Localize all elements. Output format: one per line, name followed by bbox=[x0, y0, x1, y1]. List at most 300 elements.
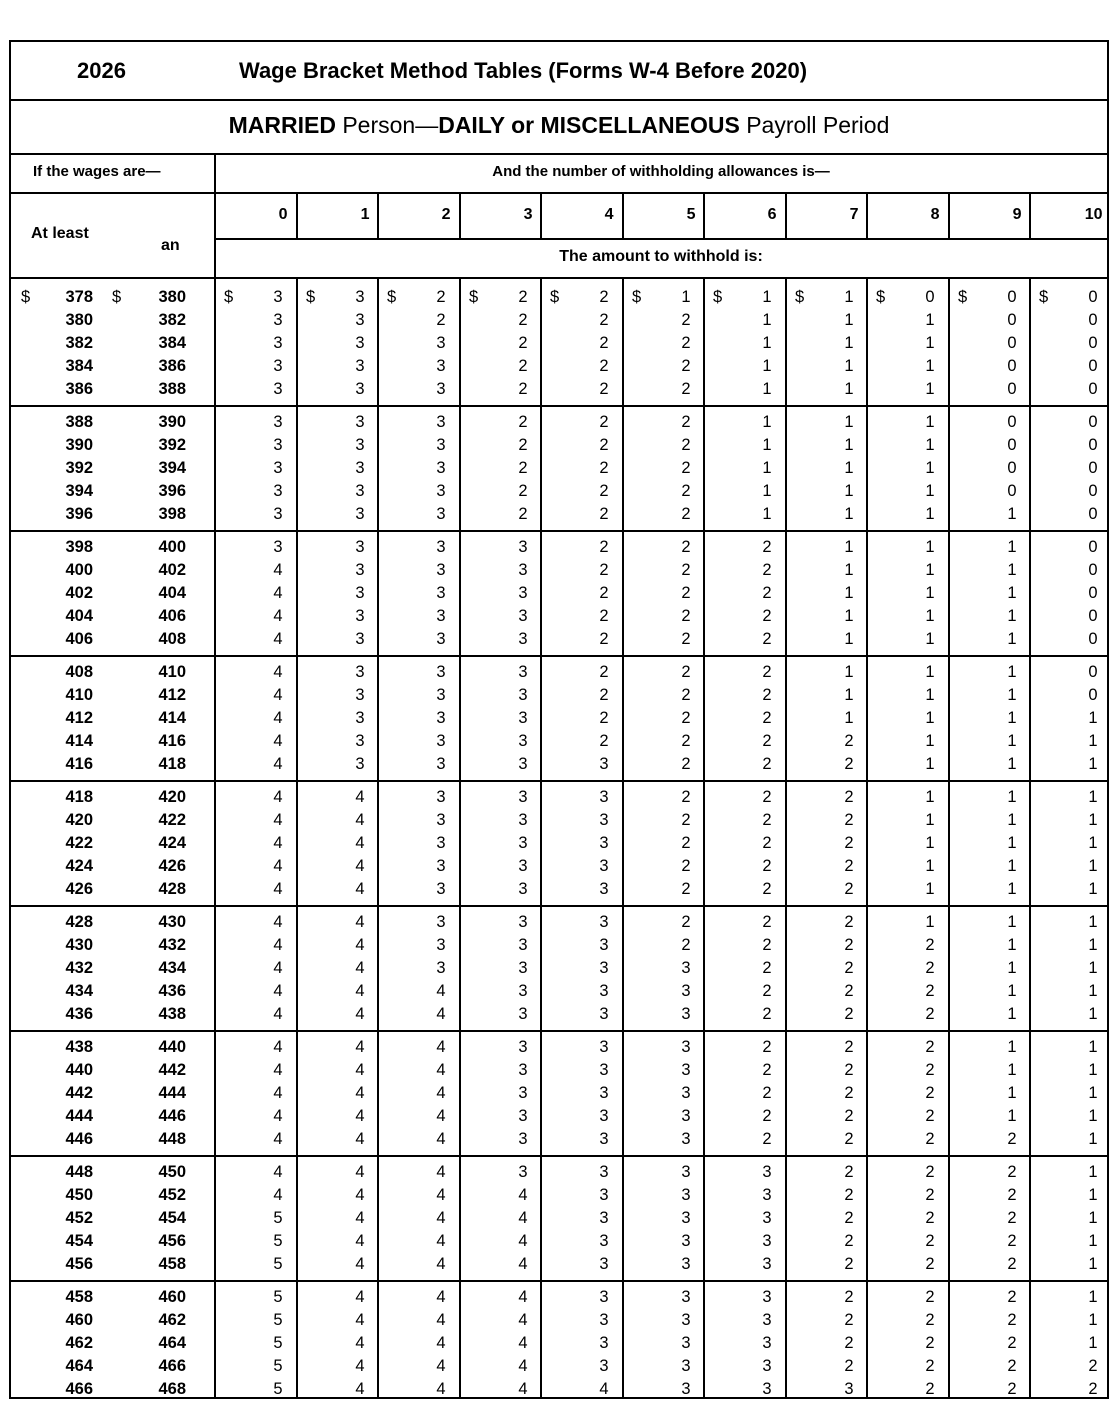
withholding-amount: 2 bbox=[681, 811, 691, 830]
withholding-amount: 3 bbox=[436, 482, 446, 501]
withholding-amount: 2 bbox=[844, 857, 854, 876]
withholding-amount: 2 bbox=[681, 505, 691, 524]
withholding-amount: 2 bbox=[925, 1288, 935, 1306]
withholding-amount: 2 bbox=[844, 1163, 854, 1181]
withholding-amount: 1 bbox=[925, 482, 935, 501]
withholding-amount: 4 bbox=[436, 1255, 446, 1274]
withholding-amount: 2 bbox=[518, 459, 528, 478]
withholding-amount: 4 bbox=[518, 1255, 528, 1274]
withholding-amount: 1 bbox=[1007, 1038, 1017, 1056]
divider bbox=[11, 1155, 1107, 1157]
wage-less-than: 444 bbox=[158, 1084, 186, 1103]
withholding-amount: 2 bbox=[599, 607, 609, 626]
table-row bbox=[11, 561, 1107, 584]
withholding-amount: 3 bbox=[518, 561, 528, 580]
withholding-amount: 2 bbox=[844, 1209, 854, 1228]
dollar-sign: $ bbox=[795, 288, 805, 306]
withholding-amount: 3 bbox=[599, 1311, 609, 1330]
withholding-amount: 1 bbox=[925, 607, 935, 626]
filing-status: MARRIED bbox=[228, 112, 336, 138]
wage-at-least: 396 bbox=[65, 505, 93, 524]
wage-less-than: 466 bbox=[158, 1357, 186, 1376]
withholding-amount: 2 bbox=[844, 1232, 854, 1251]
withholding-amount: 2 bbox=[681, 357, 691, 376]
withholding-amount: 4 bbox=[518, 1380, 528, 1399]
withholding-amount: 4 bbox=[273, 1186, 283, 1205]
withholding-amount: 2 bbox=[599, 436, 609, 455]
withholding-amount: 2 bbox=[762, 1084, 772, 1103]
withholding-amount: 3 bbox=[518, 880, 528, 899]
withholding-amount: 3 bbox=[436, 584, 446, 603]
wage-at-least: 446 bbox=[65, 1130, 93, 1149]
withholding-amount: 2 bbox=[925, 1038, 935, 1056]
withholding-amount: 2 bbox=[599, 482, 609, 501]
withholding-amount: 4 bbox=[273, 755, 283, 774]
withholding-amount: 3 bbox=[518, 936, 528, 955]
wage-at-least: 466 bbox=[65, 1380, 93, 1399]
wage-at-least: 406 bbox=[65, 630, 93, 649]
withholding-amount: 4 bbox=[355, 1130, 365, 1149]
wage-at-least: 424 bbox=[65, 857, 93, 876]
wage-bracket-table bbox=[9, 40, 1109, 1399]
divider bbox=[11, 655, 1107, 657]
withholding-amount: 1 bbox=[844, 607, 854, 626]
divider bbox=[214, 238, 1107, 240]
wage-at-least: 460 bbox=[65, 1311, 93, 1330]
table-row bbox=[11, 1186, 1107, 1209]
wage-at-least: 426 bbox=[65, 880, 93, 899]
withholding-amount: 1 bbox=[844, 686, 854, 705]
withholding-amount: 0 bbox=[1088, 459, 1098, 478]
withholding-amount: 4 bbox=[273, 584, 283, 603]
divider bbox=[11, 530, 1107, 532]
wage-at-least: 458 bbox=[65, 1288, 93, 1306]
withholding-amount: 3 bbox=[844, 1380, 854, 1399]
withholding-amount: 4 bbox=[436, 982, 446, 1001]
withholding-amount: 3 bbox=[599, 1357, 609, 1376]
withholding-amount: 2 bbox=[681, 607, 691, 626]
withholding-amount: 3 bbox=[518, 1163, 528, 1181]
withholding-amount: 2 bbox=[762, 913, 772, 931]
withholding-amount: 2 bbox=[762, 663, 772, 681]
withholding-amount: 3 bbox=[518, 1005, 528, 1024]
wage-less-than: 456 bbox=[158, 1232, 186, 1251]
wage-less-than: 464 bbox=[158, 1334, 186, 1353]
wage-less-than: 392 bbox=[158, 436, 186, 455]
withholding-amount: 2 bbox=[681, 459, 691, 478]
table-row bbox=[11, 1130, 1107, 1153]
withholding-amount: 1 bbox=[844, 459, 854, 478]
table-title: Wage Bracket Method Tables (Forms W-4 Before 2020) bbox=[239, 58, 808, 83]
table-row bbox=[11, 288, 1107, 311]
withholding-amount: 1 bbox=[1007, 811, 1017, 830]
withholding-amount: 1 bbox=[762, 436, 772, 455]
table-row bbox=[11, 380, 1107, 403]
withholding-amount: 3 bbox=[599, 1107, 609, 1126]
withholding-amount: 2 bbox=[925, 1334, 935, 1353]
withholding-amount: 3 bbox=[681, 982, 691, 1001]
withholding-amount: 4 bbox=[436, 1163, 446, 1181]
withholding-amount: 3 bbox=[681, 1005, 691, 1024]
wage-less-than: 452 bbox=[158, 1186, 186, 1205]
withholding-amount: 1 bbox=[844, 538, 854, 556]
withholding-amount: 1 bbox=[1088, 1186, 1098, 1205]
table-row bbox=[11, 630, 1107, 653]
wage-at-least: 418 bbox=[65, 788, 93, 806]
table-row bbox=[11, 663, 1107, 686]
withholding-amount: 3 bbox=[599, 1005, 609, 1024]
wage-less-than: 412 bbox=[158, 686, 186, 705]
withholding-amount: 2 bbox=[925, 1163, 935, 1181]
wage-less-than: 390 bbox=[158, 413, 186, 431]
withholding-amount: 1 bbox=[925, 913, 935, 931]
withholding-amount: 2 bbox=[762, 936, 772, 955]
withholding-amount: 3 bbox=[355, 334, 365, 353]
withholding-amount: 0 bbox=[1007, 413, 1017, 431]
withholding-amount: 3 bbox=[681, 1061, 691, 1080]
withholding-amount: 1 bbox=[925, 538, 935, 556]
withholding-amount: 3 bbox=[599, 1255, 609, 1274]
allowance-col-5: 5 bbox=[686, 206, 696, 223]
withholding-amount: 4 bbox=[518, 1232, 528, 1251]
wage-at-least: 436 bbox=[65, 1005, 93, 1024]
withholding-amount: 4 bbox=[273, 607, 283, 626]
withholding-amount: 1 bbox=[844, 334, 854, 353]
table-row bbox=[11, 1357, 1107, 1380]
divider bbox=[11, 277, 1107, 279]
withholding-amount: 4 bbox=[273, 709, 283, 728]
wage-less-than: 438 bbox=[158, 1005, 186, 1024]
wage-at-least: 416 bbox=[65, 755, 93, 774]
wage-at-least: 388 bbox=[65, 413, 93, 431]
withholding-amount: 4 bbox=[355, 1232, 365, 1251]
withholding-amount: 3 bbox=[518, 709, 528, 728]
withholding-amount: 1 bbox=[1007, 607, 1017, 626]
withholding-amount: 2 bbox=[925, 959, 935, 978]
withholding-amount: 3 bbox=[762, 1232, 772, 1251]
withholding-amount: 3 bbox=[518, 584, 528, 603]
withholding-amount: 3 bbox=[599, 1288, 609, 1306]
wage-less-than: 468 bbox=[158, 1380, 186, 1399]
withholding-amount: 0 bbox=[1007, 357, 1017, 376]
withholding-amount: 3 bbox=[355, 561, 365, 580]
withholding-amount: 4 bbox=[273, 959, 283, 978]
withholding-amount: 5 bbox=[273, 1209, 283, 1228]
table-row bbox=[11, 1334, 1107, 1357]
allowance-col-6: 6 bbox=[767, 206, 777, 223]
withholding-amount: 1 bbox=[762, 482, 772, 501]
withholding-amount: 3 bbox=[355, 380, 365, 399]
withholding-amount: 3 bbox=[762, 1255, 772, 1274]
wage-less-than: 430 bbox=[158, 913, 186, 931]
person-label: Person— bbox=[335, 112, 439, 138]
withholding-amount: 4 bbox=[355, 1061, 365, 1080]
withholding-amount: 3 bbox=[518, 913, 528, 931]
withholding-amount: 2 bbox=[844, 1084, 854, 1103]
withholding-amount: 1 bbox=[1007, 538, 1017, 556]
table-row bbox=[11, 436, 1107, 459]
withholding-amount: 0 bbox=[1088, 505, 1098, 524]
withholding-amount: 2 bbox=[762, 630, 772, 649]
withholding-amount: 3 bbox=[273, 357, 283, 376]
withholding-amount: 1 bbox=[1088, 1005, 1098, 1024]
withholding-amount: 2 bbox=[681, 413, 691, 431]
withholding-amount: 1 bbox=[762, 357, 772, 376]
amount-to-withhold-header: The amount to withhold is: bbox=[559, 248, 763, 265]
withholding-amount: 4 bbox=[355, 811, 365, 830]
withholding-amount: 3 bbox=[599, 857, 609, 876]
withholding-amount: 1 bbox=[844, 505, 854, 524]
withholding-amount: 4 bbox=[273, 686, 283, 705]
withholding-amount: 2 bbox=[762, 1005, 772, 1024]
dollar-sign: $ bbox=[1039, 288, 1049, 306]
withholding-amount: 3 bbox=[681, 1209, 691, 1228]
withholding-amount: 2 bbox=[925, 1186, 935, 1205]
withholding-amount: 3 bbox=[599, 1084, 609, 1103]
withholding-amount: 2 bbox=[518, 311, 528, 330]
withholding-amount: 1 bbox=[925, 357, 935, 376]
wage-less-than: 418 bbox=[158, 755, 186, 774]
withholding-amount: 4 bbox=[355, 834, 365, 853]
withholding-amount: 2 bbox=[599, 732, 609, 751]
withholding-amount: 3 bbox=[681, 1107, 691, 1126]
wages-header: If the wages are— bbox=[33, 163, 161, 180]
withholding-amount: 3 bbox=[355, 311, 365, 330]
wage-less-than: 400 bbox=[158, 538, 186, 556]
withholding-amount: 3 bbox=[599, 913, 609, 931]
wage-less-than: 436 bbox=[158, 982, 186, 1001]
withholding-amount: 3 bbox=[273, 413, 283, 431]
withholding-amount: 2 bbox=[762, 584, 772, 603]
table-row bbox=[11, 1311, 1107, 1334]
withholding-amount: 3 bbox=[762, 1209, 772, 1228]
withholding-amount: 3 bbox=[355, 288, 365, 306]
withholding-amount: 3 bbox=[436, 811, 446, 830]
table-row bbox=[11, 413, 1107, 436]
withholding-amount: 3 bbox=[762, 1186, 772, 1205]
withholding-amount: 0 bbox=[1088, 561, 1098, 580]
wage-less-than: 446 bbox=[158, 1107, 186, 1126]
wage-at-least: 398 bbox=[65, 538, 93, 556]
divider bbox=[11, 192, 1107, 194]
withholding-amount: 3 bbox=[518, 788, 528, 806]
wage-at-least: 430 bbox=[65, 936, 93, 955]
withholding-amount: 4 bbox=[518, 1209, 528, 1228]
withholding-amount: 4 bbox=[518, 1334, 528, 1353]
withholding-amount: 1 bbox=[1007, 663, 1017, 681]
table-row bbox=[11, 936, 1107, 959]
withholding-amount: 2 bbox=[518, 380, 528, 399]
withholding-amount: 3 bbox=[599, 755, 609, 774]
wage-less-than: 422 bbox=[158, 811, 186, 830]
withholding-amount: 3 bbox=[518, 982, 528, 1001]
wage-at-least: 420 bbox=[65, 811, 93, 830]
wage-less-than: 458 bbox=[158, 1255, 186, 1274]
withholding-amount: 4 bbox=[355, 1186, 365, 1205]
wage-less-than: 410 bbox=[158, 663, 186, 681]
withholding-amount: 3 bbox=[436, 732, 446, 751]
table-row bbox=[11, 1163, 1107, 1186]
wage-less-than: 420 bbox=[158, 788, 186, 806]
withholding-amount: 2 bbox=[599, 334, 609, 353]
withholding-amount: 1 bbox=[925, 413, 935, 431]
withholding-amount: 3 bbox=[518, 1107, 528, 1126]
table-row bbox=[11, 686, 1107, 709]
withholding-amount: 3 bbox=[436, 561, 446, 580]
withholding-amount: 2 bbox=[762, 1038, 772, 1056]
withholding-amount: 3 bbox=[436, 505, 446, 524]
withholding-amount: 2 bbox=[925, 1005, 935, 1024]
wage-less-than: 432 bbox=[158, 936, 186, 955]
withholding-amount: 4 bbox=[273, 1084, 283, 1103]
withholding-amount: 1 bbox=[925, 732, 935, 751]
withholding-amount: 0 bbox=[1088, 663, 1098, 681]
withholding-amount: 3 bbox=[518, 607, 528, 626]
withholding-amount: 2 bbox=[844, 1255, 854, 1274]
allowances-header: And the number of withholding allowances is— bbox=[492, 163, 830, 180]
dollar-sign: $ bbox=[958, 288, 968, 306]
withholding-amount: 3 bbox=[599, 1130, 609, 1149]
wage-at-least: 422 bbox=[65, 834, 93, 853]
withholding-amount: 2 bbox=[1007, 1380, 1017, 1399]
column-divider bbox=[1029, 277, 1031, 1399]
withholding-amount: 1 bbox=[844, 709, 854, 728]
withholding-amount: 2 bbox=[436, 288, 446, 306]
withholding-amount: 4 bbox=[436, 1061, 446, 1080]
withholding-amount: 3 bbox=[436, 936, 446, 955]
withholding-amount: 3 bbox=[355, 482, 365, 501]
table-row bbox=[11, 1005, 1107, 1028]
withholding-amount: 4 bbox=[273, 834, 283, 853]
withholding-amount: 5 bbox=[273, 1288, 283, 1306]
withholding-amount: 1 bbox=[844, 357, 854, 376]
withholding-amount: 2 bbox=[762, 561, 772, 580]
allowance-col-7: 7 bbox=[849, 206, 859, 223]
withholding-amount: 2 bbox=[925, 1130, 935, 1149]
withholding-amount: 5 bbox=[273, 1232, 283, 1251]
divider bbox=[11, 780, 1107, 782]
wage-at-least: 442 bbox=[65, 1084, 93, 1103]
wage-less-than: 398 bbox=[158, 505, 186, 524]
withholding-amount: 2 bbox=[1007, 1209, 1017, 1228]
withholding-amount: 1 bbox=[1007, 936, 1017, 955]
withholding-amount: 3 bbox=[273, 505, 283, 524]
wage-at-least: 390 bbox=[65, 436, 93, 455]
withholding-amount: 2 bbox=[844, 732, 854, 751]
withholding-amount: 2 bbox=[1007, 1288, 1017, 1306]
withholding-amount: 1 bbox=[844, 630, 854, 649]
withholding-amount: 2 bbox=[844, 1107, 854, 1126]
withholding-amount: 4 bbox=[355, 1311, 365, 1330]
withholding-amount: 3 bbox=[599, 959, 609, 978]
withholding-amount: 4 bbox=[273, 1130, 283, 1149]
withholding-amount: 3 bbox=[273, 288, 283, 306]
table-row bbox=[11, 732, 1107, 755]
withholding-amount: 4 bbox=[355, 1357, 365, 1376]
withholding-amount: 2 bbox=[844, 913, 854, 931]
withholding-amount: 3 bbox=[436, 663, 446, 681]
allowance-divider bbox=[622, 192, 624, 238]
withholding-amount: 1 bbox=[925, 505, 935, 524]
withholding-amount: 2 bbox=[762, 834, 772, 853]
withholding-amount: 4 bbox=[436, 1380, 446, 1399]
withholding-amount: 0 bbox=[1007, 311, 1017, 330]
wage-less-than: 428 bbox=[158, 880, 186, 899]
withholding-amount: 2 bbox=[681, 834, 691, 853]
withholding-amount: 2 bbox=[599, 709, 609, 728]
allowance-col-2: 2 bbox=[441, 206, 451, 223]
withholding-amount: 1 bbox=[762, 311, 772, 330]
withholding-amount: 3 bbox=[681, 959, 691, 978]
withholding-amount: 2 bbox=[681, 584, 691, 603]
withholding-amount: 0 bbox=[1088, 357, 1098, 376]
withholding-amount: 1 bbox=[1088, 709, 1098, 728]
withholding-amount: 1 bbox=[844, 584, 854, 603]
withholding-amount: 1 bbox=[1088, 834, 1098, 853]
withholding-amount: 3 bbox=[518, 1130, 528, 1149]
table-row bbox=[11, 584, 1107, 607]
withholding-amount: 1 bbox=[925, 788, 935, 806]
allowance-col-4: 4 bbox=[604, 206, 614, 223]
withholding-amount: 3 bbox=[599, 834, 609, 853]
withholding-amount: 2 bbox=[925, 1311, 935, 1330]
allowance-col-8: 8 bbox=[930, 206, 940, 223]
allowance-col-0: 0 bbox=[278, 206, 288, 223]
withholding-amount: 2 bbox=[844, 936, 854, 955]
withholding-amount: 2 bbox=[1088, 1357, 1098, 1376]
withholding-amount: 2 bbox=[1007, 1334, 1017, 1353]
withholding-amount: 1 bbox=[1007, 857, 1017, 876]
withholding-amount: 3 bbox=[762, 1334, 772, 1353]
withholding-amount: 3 bbox=[599, 788, 609, 806]
dollar-sign: $ bbox=[224, 288, 234, 306]
withholding-amount: 3 bbox=[599, 1209, 609, 1228]
wage-at-least: 414 bbox=[65, 732, 93, 751]
wage-less-than: 442 bbox=[158, 1061, 186, 1080]
wage-less-than: 386 bbox=[158, 357, 186, 376]
withholding-amount: 3 bbox=[518, 1038, 528, 1056]
withholding-amount: 1 bbox=[1088, 880, 1098, 899]
wage-at-least: 394 bbox=[65, 482, 93, 501]
withholding-amount: 2 bbox=[1007, 1186, 1017, 1205]
withholding-amount: 1 bbox=[844, 436, 854, 455]
withholding-amount: 2 bbox=[925, 1357, 935, 1376]
wage-at-least: 378 bbox=[65, 288, 93, 306]
wage-less-than: 414 bbox=[158, 709, 186, 728]
table-year: 2026 bbox=[77, 58, 126, 83]
withholding-amount: 4 bbox=[273, 1038, 283, 1056]
withholding-amount: 2 bbox=[599, 505, 609, 524]
withholding-amount: 4 bbox=[355, 1005, 365, 1024]
withholding-amount: 3 bbox=[681, 1163, 691, 1181]
withholding-amount: 4 bbox=[355, 959, 365, 978]
withholding-amount: 3 bbox=[273, 436, 283, 455]
withholding-amount: 2 bbox=[925, 982, 935, 1001]
withholding-amount: 1 bbox=[1088, 755, 1098, 774]
withholding-amount: 3 bbox=[436, 959, 446, 978]
divider bbox=[11, 1280, 1107, 1282]
withholding-amount: 2 bbox=[844, 982, 854, 1001]
table-row bbox=[11, 834, 1107, 857]
dollar-sign: $ bbox=[21, 288, 31, 306]
withholding-amount: 1 bbox=[925, 459, 935, 478]
withholding-amount: 1 bbox=[925, 334, 935, 353]
withholding-amount: 2 bbox=[599, 561, 609, 580]
withholding-amount: 5 bbox=[273, 1311, 283, 1330]
withholding-amount: 3 bbox=[436, 413, 446, 431]
withholding-amount: 3 bbox=[355, 505, 365, 524]
withholding-amount: 3 bbox=[599, 936, 609, 955]
